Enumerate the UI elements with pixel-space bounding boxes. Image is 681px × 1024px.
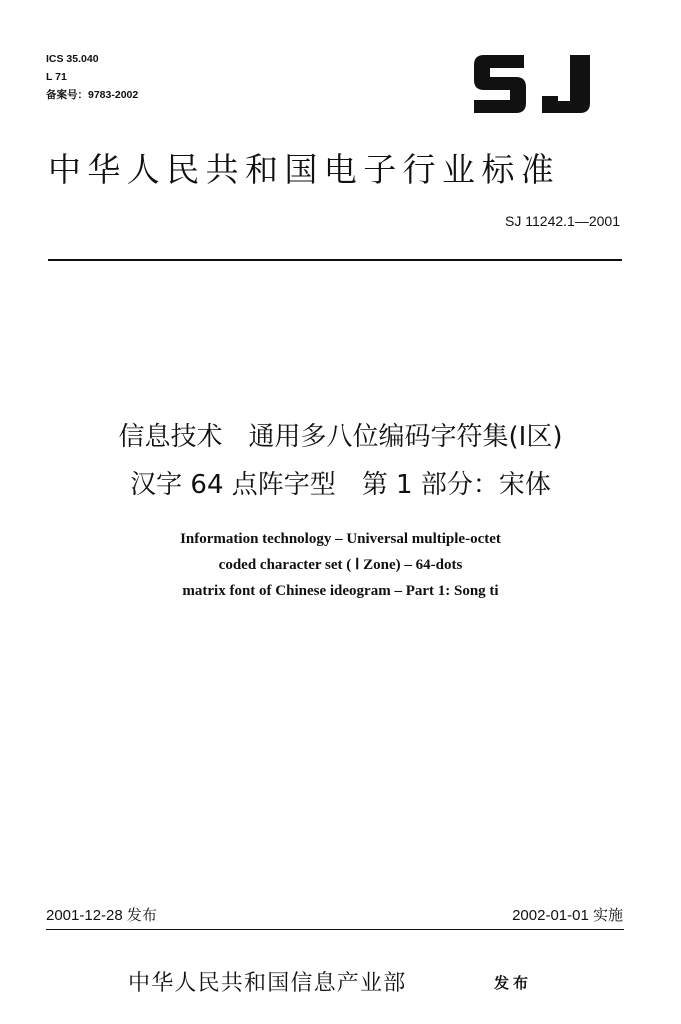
- organization-title: 中华人民共和国电子行业标准: [48, 150, 561, 189]
- english-title-line-3: matrix font of Chinese ideogram – Part 1: Song ti: [182, 583, 499, 599]
- issue-date: 2001-12-28 发布: [46, 907, 157, 924]
- publisher-action: 发布: [494, 974, 533, 992]
- effective-date: 2002-01-01 实施: [512, 907, 623, 924]
- standard-number: SJ 11242.1—2001: [505, 213, 620, 229]
- english-title-line-1: Information technology – Universal multiple-octet: [180, 531, 501, 547]
- bottom-divider: [46, 929, 624, 930]
- header-metadata: [46, 50, 138, 104]
- filing-number: 备案号：9783-2002: [46, 89, 139, 101]
- chinese-title-line-2: 汉字 64 点阵字型 第 1 部分：宋体: [130, 470, 551, 500]
- top-divider: [48, 259, 622, 261]
- english-title-line-2: coded character set ( Ⅰ Zone) – 64-dots: [218, 557, 463, 573]
- chinese-title-line-1: 信息技术 通用多八位编码字符集(Ⅰ区): [118, 422, 563, 452]
- sj-logo: [470, 52, 596, 116]
- publisher-name: 中华人民共和国信息产业部: [128, 971, 407, 996]
- classification-code: L 71: [46, 71, 67, 83]
- ics-code: ICS 35.040: [46, 53, 99, 65]
